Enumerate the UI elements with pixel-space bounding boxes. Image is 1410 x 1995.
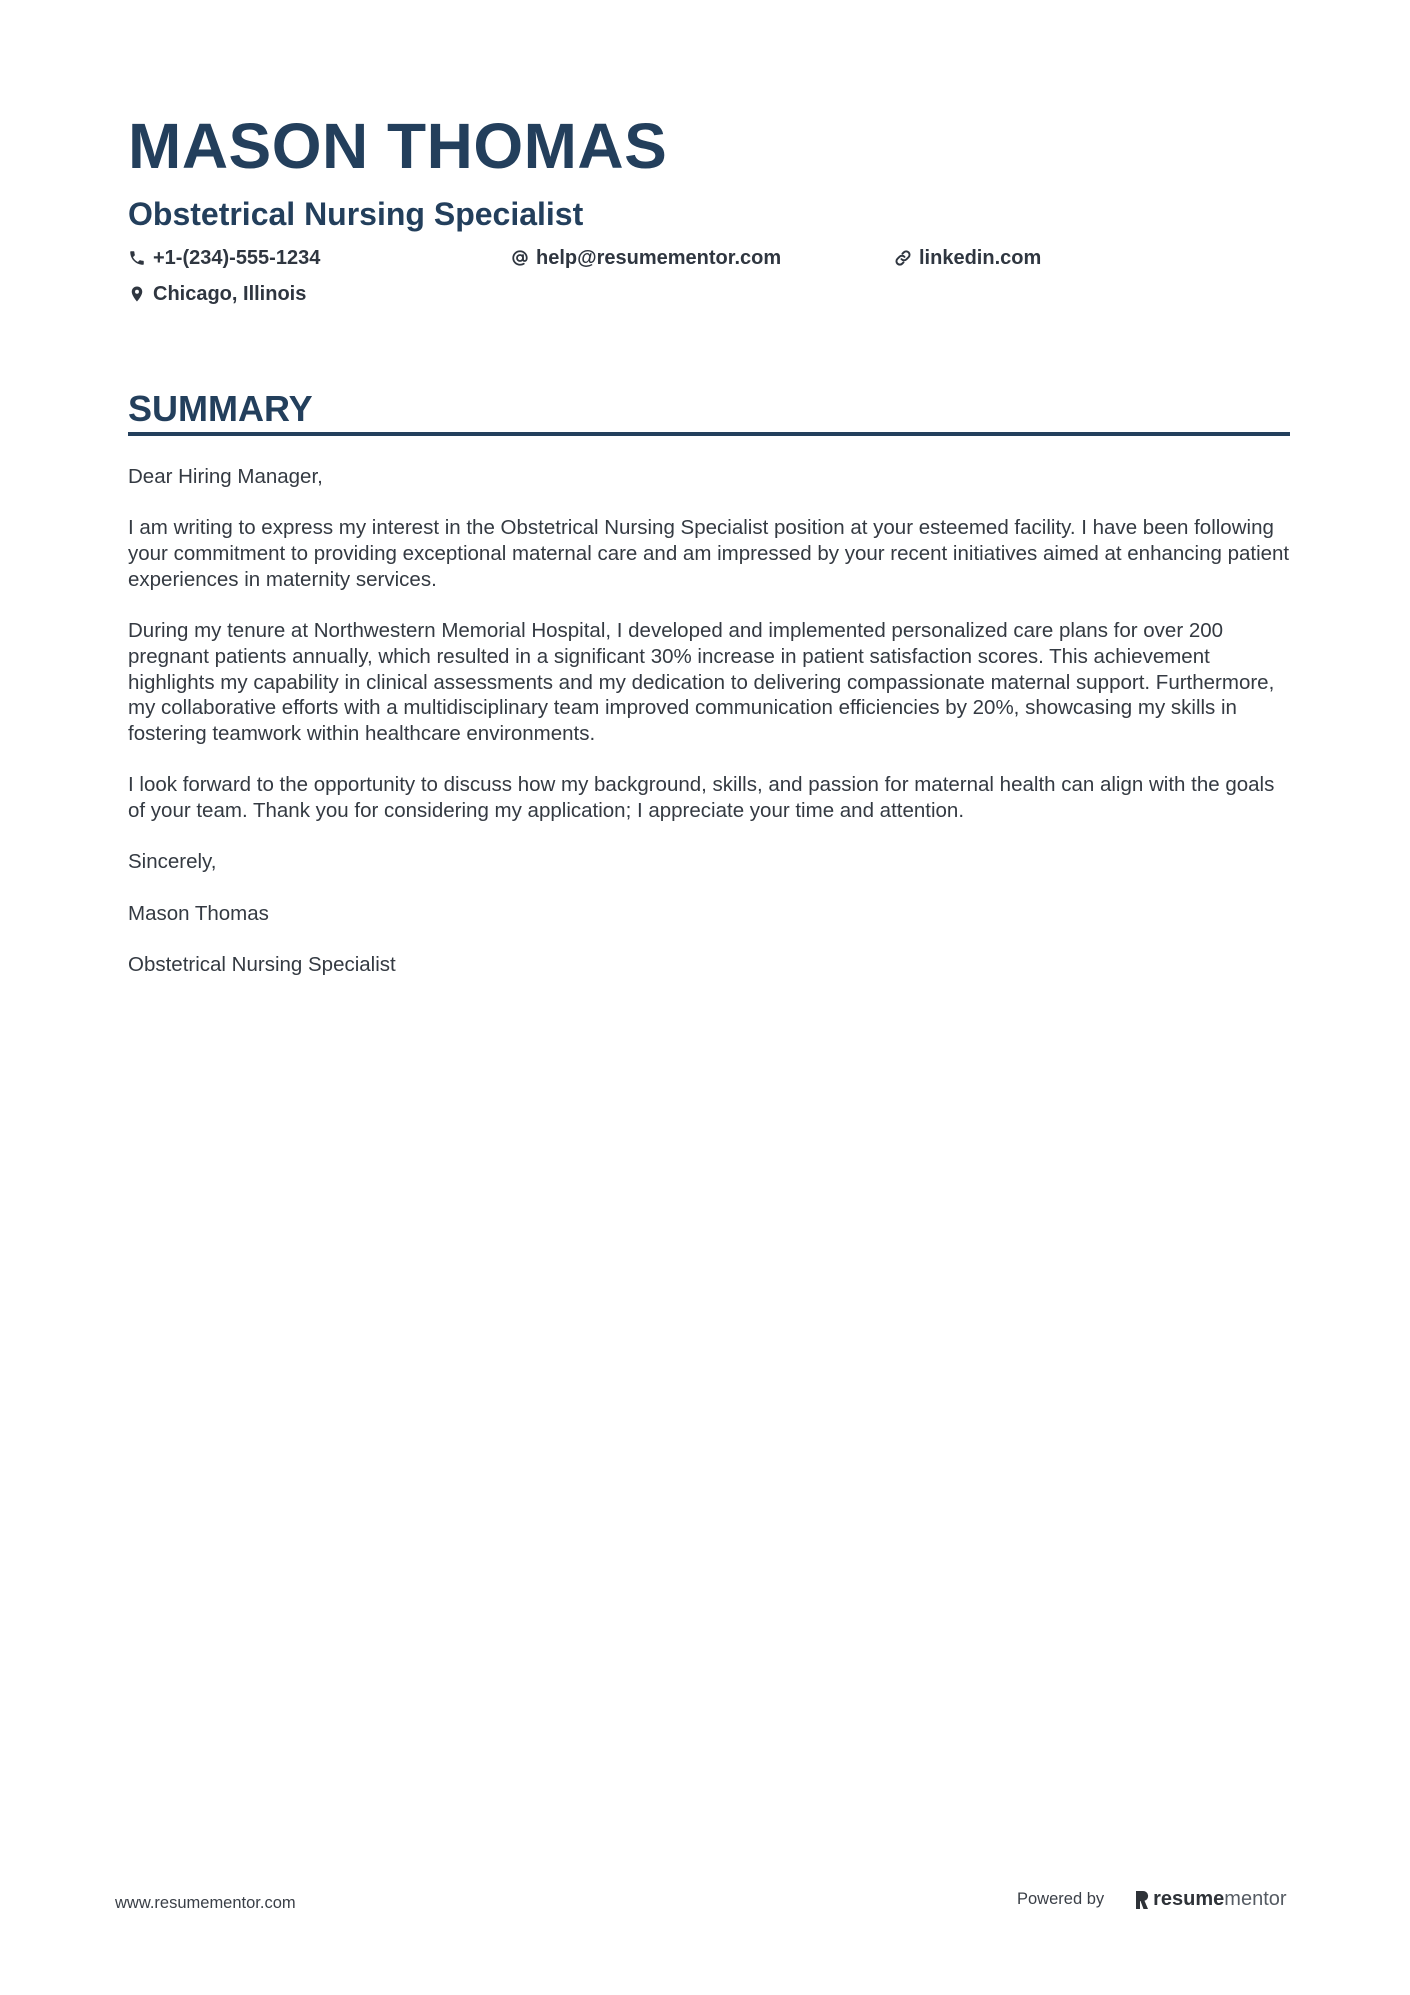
phone-text: +1-(234)-555-1234 [153,246,321,269]
footer-website[interactable]: www.resumementor.com [115,1894,296,1912]
summary-heading: SUMMARY [128,388,1290,436]
phone-icon [128,249,146,267]
closing-salutation: Sincerely, [128,850,217,874]
contact-email [511,244,894,272]
email-text: help@resumementor.com [536,246,782,269]
map-pin-icon [128,285,146,303]
brand-text-mentor: mentor [1224,1888,1287,1910]
candidate-name: MASON THOMAS [128,110,668,182]
contact-info [128,244,1290,308]
powered-by-label: Powered by [1017,1890,1105,1908]
resumementor-logo-icon [1134,1889,1150,1911]
contact-website [894,244,1277,272]
greeting: Dear Hiring Manager, [128,465,323,488]
signature-title: Obstetrical Nursing Specialist [128,953,396,977]
job-title: Obstetrical Nursing Specialist [128,196,584,232]
paragraph-experience: During my tenure at Northwestern Memorial Hospital, I developed and implemented personalized care plans for over 200 pregnant patients annually, which resulted in a significant 30% increase in patient satisfaction scores. This achievement highlights my capability in clinical assessments and my dedication to delivering compassionate maternal support. Furthermore, my collaborative efforts with a multidisciplinary team improved communication efficiencies by 20%, showcasing my skills in fostering teamwork within healthcare environments. [128,619,1275,745]
footer-branding [1017,1888,1287,1911]
link-icon [894,249,912,267]
location-text: Chicago, Illinois [153,282,307,305]
brand-text-resume: resume [1153,1888,1225,1910]
at-sign-icon [511,249,529,267]
contact-location [128,280,511,308]
cover-letter-page [128,108,1290,1004]
website-text: linkedin.com [919,246,1042,269]
paragraph-intro: I am writing to express my interest in the Obstetrical Nursing Specialist position at your esteemed facility. I have been following your commitment to providing exceptional maternal care and am impressed by your recent initiatives aimed at enhancing patient experiences in maternity services. [128,516,1290,591]
paragraph-closing: I look forward to the opportunity to discuss how my background, skills, and passion for maternal health can align with the goals of your team. Thank you for considering my application; I appreciate your time and attention. [128,773,1275,823]
letter-body [128,464,1290,978]
brand-logo[interactable] [1134,1888,1286,1911]
signature-name: Mason Thomas [128,901,269,925]
contact-phone [128,244,511,272]
